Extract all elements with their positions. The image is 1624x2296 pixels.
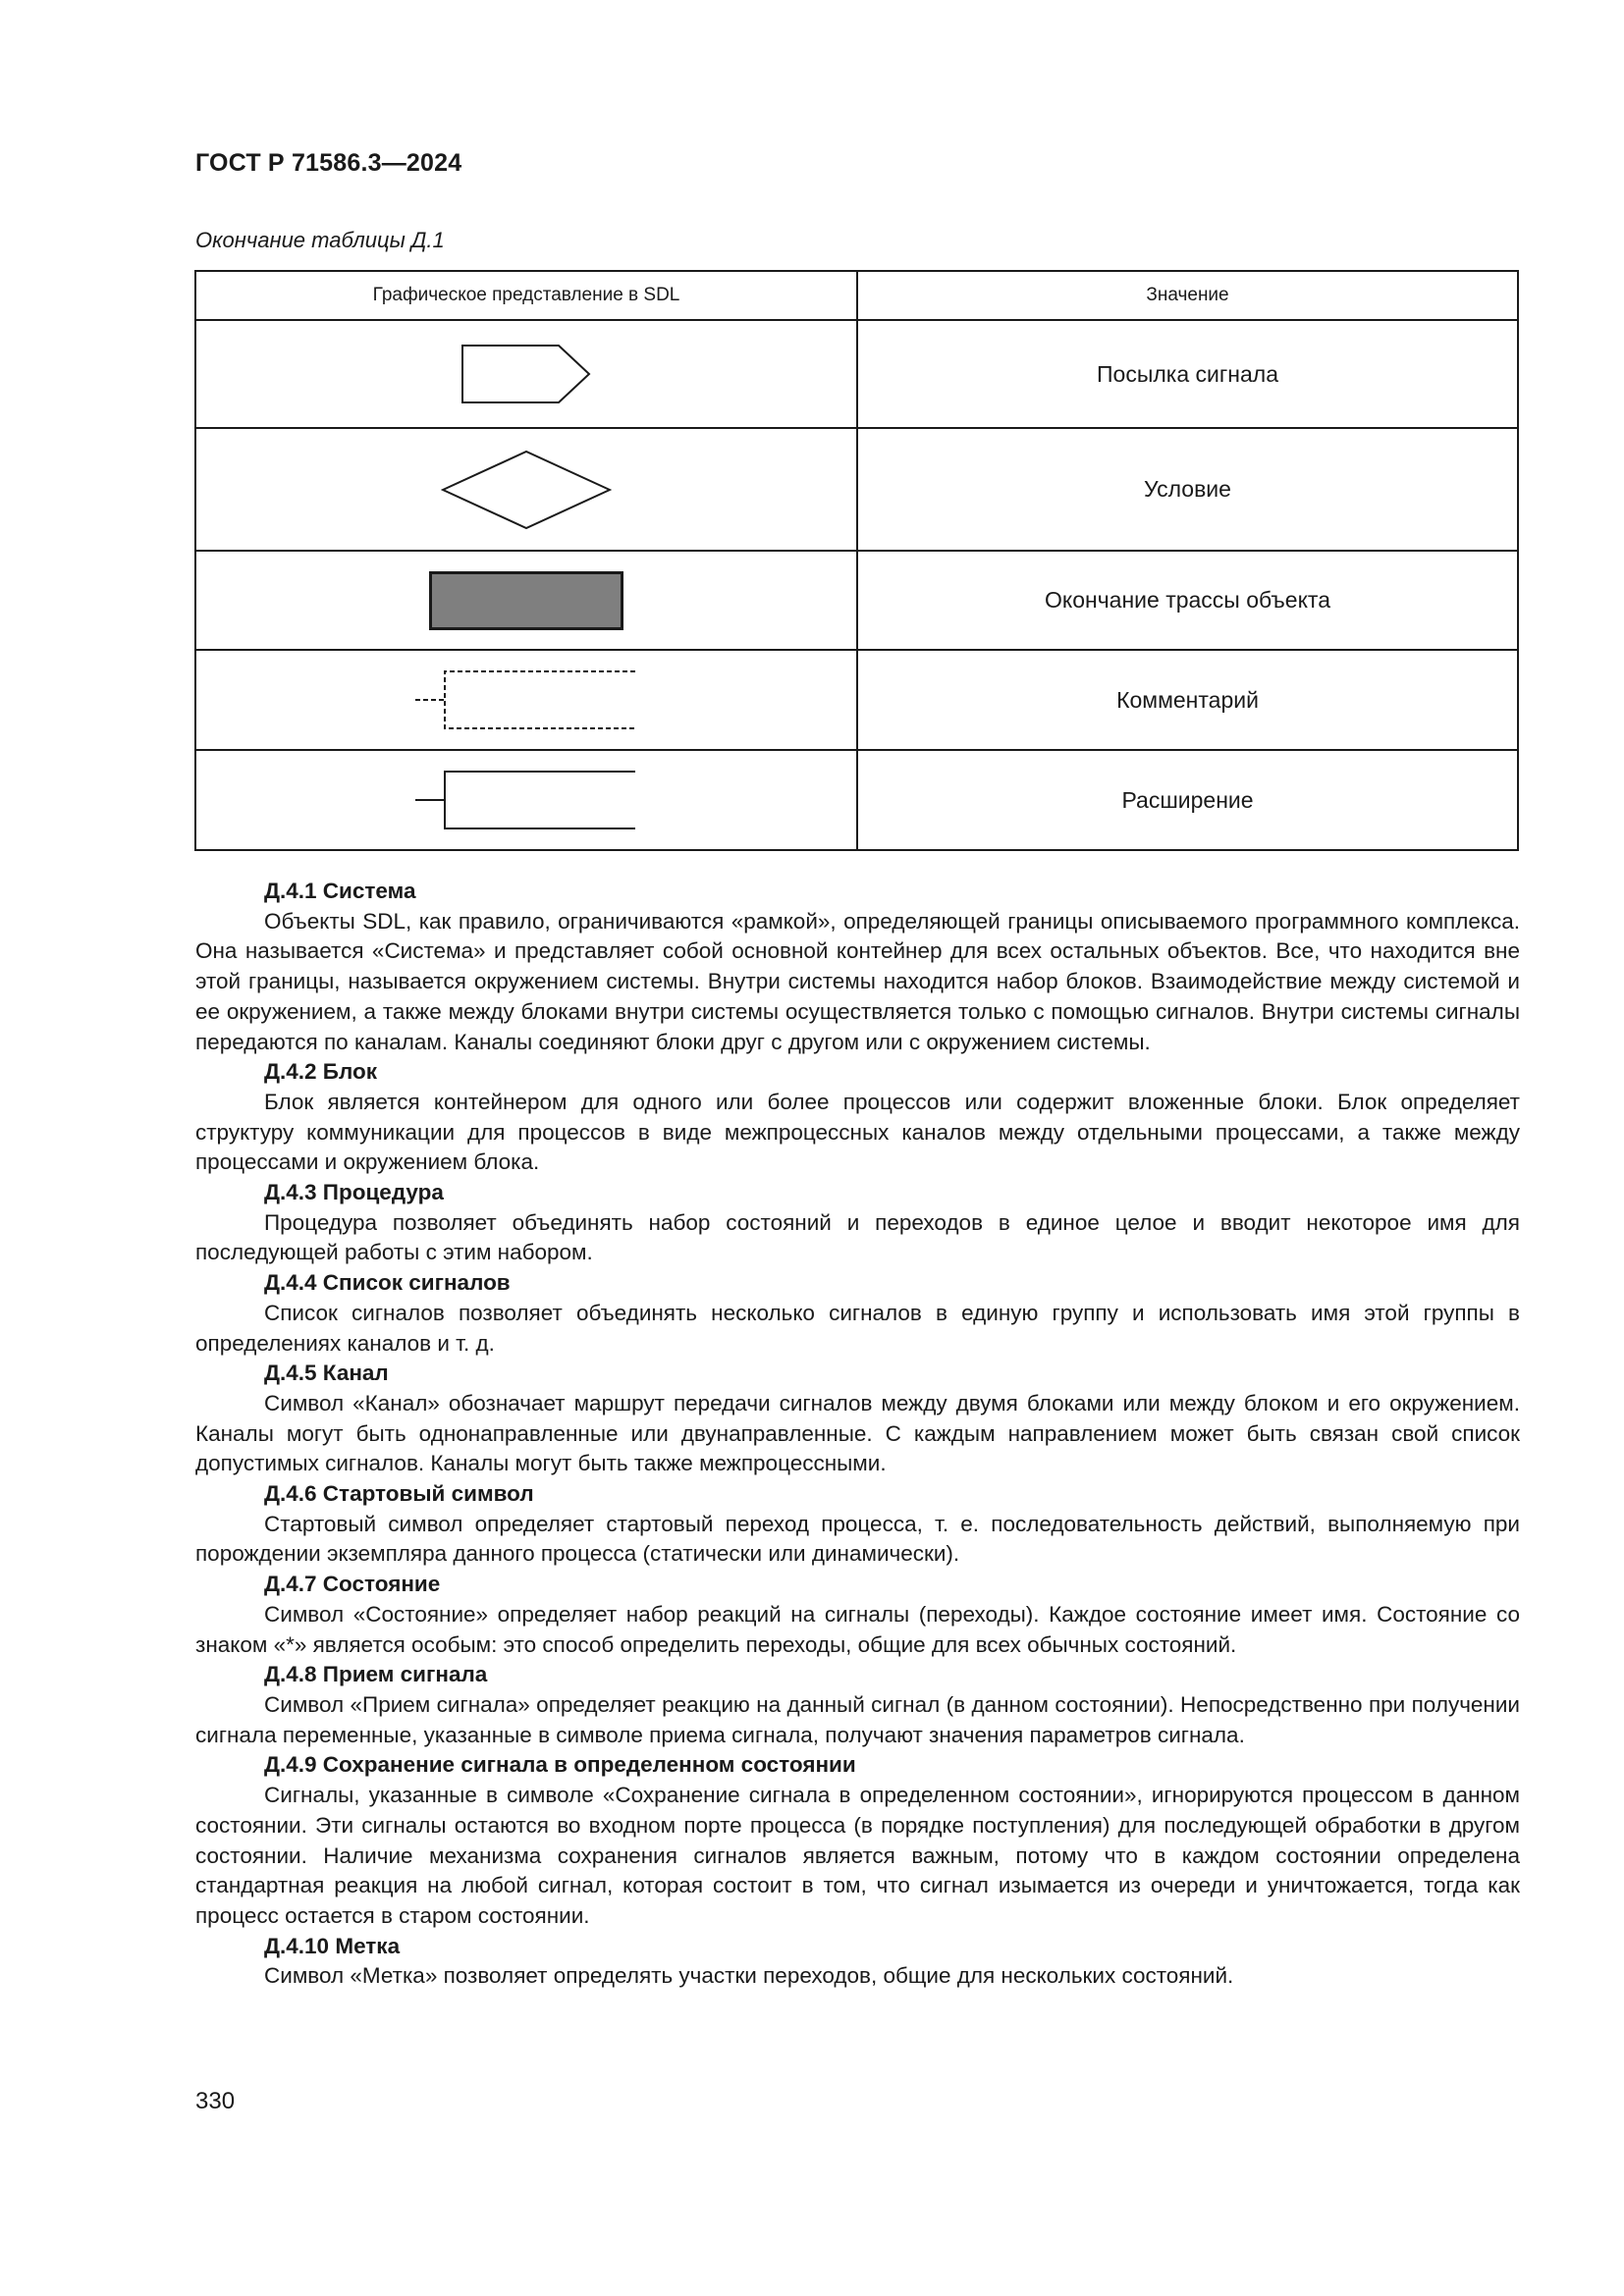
sdl-symbols-table [194,270,1519,851]
section-state [195,1570,1520,1660]
section-label [195,1932,1520,1992]
extension-bracket-icon [413,770,639,830]
section-title: Д.4.9 Сохранение сигнала в определенном состоянии [264,1752,856,1778]
section-block [195,1057,1520,1178]
section-title: Д.4.3 Процедура [264,1180,444,1205]
table-row [195,551,1518,650]
send-signal-symbol-icon [460,344,593,404]
header-meaning: Значение [857,271,1518,320]
meaning-cell: Окончание трассы объекта [857,551,1518,650]
section-start-symbol [195,1479,1520,1570]
symbol-cell [195,551,857,650]
section-title: Д.4.7 Состояние [264,1572,441,1597]
document-header: ГОСТ Р 71586.3—2024 [195,149,462,177]
section-system [195,877,1520,1057]
symbol-cell [195,650,857,750]
section-paragraph: Объекты SDL, как правило, ограничиваются «рамкой», определяющей границы описываемого программного комплекса. Она называется «Система» и представляет собой основной контейнер для всех остальных объектов. Все, что находится вне этой границы, называется окружением системы. Внутри системы находится набор блоков. Взаимодействие между системой и ее окружением, а также между блоками внутри системы осуществляется только с помощью сигналов. Внутри системы сигналы передаются по каналам. Каналы соединяют блоки друг с другом или с окружением системы. [195,908,1520,1054]
symbol-cell [195,320,857,428]
section-signal-save [195,1750,1520,1931]
table-row [195,320,1518,428]
section-paragraph: Символ «Прием сигнала» определяет реакцию на данный сигнал (в данном состоянии). Непосредственно при получении сигнала переменные, указанные в символе приема сигнала, получают значения параметров сигнала. [195,1691,1520,1747]
section-paragraph: Список сигналов позволяет объединять несколько сигналов в единую группу и использовать имя этой группы в определениях каналов и т. д. [195,1300,1520,1356]
table-caption: Окончание таблицы Д.1 [195,228,445,252]
section-paragraph: Символ «Метка» позволяет определять участки переходов, общие для нескольких состояний. [264,1963,1234,1989]
section-signal-input [195,1660,1520,1750]
section-paragraph: Символ «Канал» обозначает маршрут передачи сигналов между двумя блоками или между блоком и его окружением. Каналы могут быть однонаправленные или двунаправленные. С каждым направлением может быть связан свой список допустимых сигналов. Каналы могут быть также межпроцессными. [195,1390,1520,1476]
section-paragraph: Блок является контейнером для одного или более процессов или содержит вложенные блоки. Блок определяет структуру коммуникации для процессов в виде межпроцессных каналов между отдельными процессами, а также между процессами и окружением блока. [195,1089,1520,1175]
section-title: Д.4.5 Канал [264,1361,389,1386]
section-paragraph: Символ «Состояние» определяет набор реакций на сигналы (переходы). Каждое состояние имеет имя. Состояние со знаком «*» является особым: это способ определить переходы, общие для всех обычных состояний. [195,1601,1520,1657]
section-title: Д.4.1 Система [264,879,416,903]
section-title: Д.4.2 Блок [264,1059,377,1085]
symbol-cell [195,428,857,551]
table-header-row [195,271,1518,320]
header-graphic: Графическое представление в SDL [195,271,857,320]
section-signal-list [195,1268,1520,1359]
sections-body [195,877,1520,1992]
table-row [195,750,1518,850]
table-row [195,650,1518,750]
section-title: Д.4.6 Стартовый символ [264,1481,534,1507]
section-title: Д.4.8 Прием сигнала [264,1662,488,1687]
meaning-cell: Расширение [857,750,1518,850]
section-paragraph: Стартовый символ определяет стартовый переход процесса, т. е. последовательность действий, выполняемую при порождении экземпляра данного процесса (статически или динамически). [195,1511,1520,1567]
meaning-cell: Комментарий [857,650,1518,750]
section-paragraph: Сигналы, указанные в символе «Сохранение сигнала в определенном состоянии», игнорируются процессом в данном состоянии. Эти сигналы остаются во входном порте процесса (в порядке поступления) для последующей обработки в другом состоянии. Наличие механизма сохранения сигналов является важным, потому что в каждом состоянии определена стандартная реакция на любой сигнал, которая состоит в том, что сигнал изымается из очереди и уничтожается, тогда как процесс остается в старом состоянии. [195,1783,1520,1928]
condition-diamond-icon [441,450,612,530]
object-trace-end-icon [429,571,623,630]
page-number: 330 [195,2088,236,2114]
symbol-cell [195,750,857,850]
meaning-cell: Посылка сигнала [857,320,1518,428]
section-title: Д.4.4 Список сигналов [264,1270,511,1296]
section-title: Д.4.10 Метка [264,1933,401,1958]
table-row [195,428,1518,551]
comment-bracket-icon [413,669,639,730]
section-channel [195,1359,1520,1479]
section-procedure [195,1178,1520,1268]
section-paragraph: Процедура позволяет объединять набор состояний и переходов в единое целое и вводит некоторое имя для последующей работы с этим набором. [195,1209,1520,1265]
meaning-cell: Условие [857,428,1518,551]
